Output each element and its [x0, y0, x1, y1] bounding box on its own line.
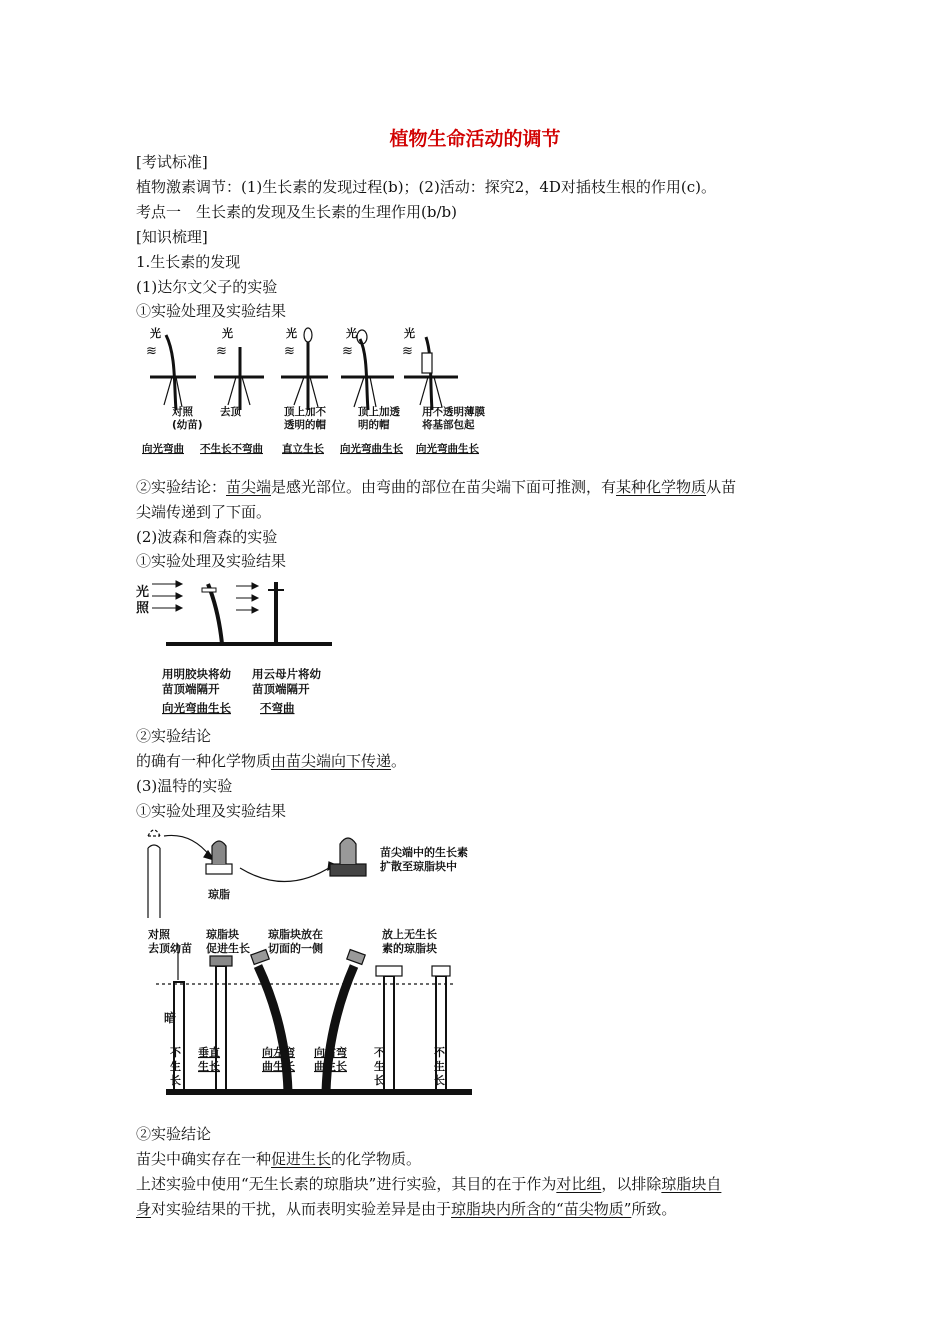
svg-text:≋: ≋ [284, 344, 295, 359]
conclusion-3 [136, 1149, 421, 1169]
fig1-result-3: 直立生长 [282, 443, 324, 455]
fig1-label-4: 顶上加透明的帽 [358, 406, 400, 431]
fig3-result-5: 不生长 [374, 1046, 385, 1087]
heading-went: (3)温特的实验 [136, 777, 233, 795]
conclusion-4-line2 [136, 1199, 676, 1219]
conclusion-4-b: ，以排除 [601, 1175, 662, 1193]
exam-point-1: 考点一 生长素的发现及生长素的生理作用(b/b) [136, 203, 457, 221]
conclusion-4 [136, 1174, 721, 1194]
svg-text:≋: ≋ [216, 344, 227, 359]
conclusion-1-blank-1: 苗尖端 [226, 478, 272, 496]
conclusion-1-a: ②实验结论： [136, 478, 227, 496]
svg-text:≋: ≋ [342, 344, 353, 359]
boysen-jensen-figure [136, 574, 356, 722]
fig1-result-1: 向光弯曲 [142, 443, 184, 455]
conclusion-2-heading: ②实验结论 [136, 727, 212, 745]
fig1-label-2: 去顶 [220, 406, 241, 418]
light-label-2: 光 [222, 327, 233, 340]
illumination-char: 照 [136, 601, 150, 616]
darwin-experiment-figure [136, 325, 496, 460]
proc-heading-3: ①实验处理及实验结果 [136, 802, 287, 820]
light-label-4: 光 [346, 327, 357, 340]
fig1-result-4: 向光弯曲生长 [340, 443, 403, 455]
section-knowledge: [知识梳理] [136, 228, 208, 246]
conclusion-1-blank-2: 某种化学物质 [616, 478, 707, 496]
fig1-label-1: 对照(幼苗) [172, 406, 203, 431]
proc-heading-1: ①实验处理及实验结果 [136, 302, 287, 320]
fig2-result-2: 不弯曲 [260, 701, 295, 715]
conclusion-4-d: 所致。 [631, 1200, 677, 1218]
conclusion-4-blank-3: 身 [136, 1200, 152, 1218]
light-label-3: 光 [286, 327, 297, 340]
fig3-top-2: 琼脂块促进生长 [206, 928, 250, 955]
conclusion-4-blank-4: 琼脂块内所含的“苗尖物质” [451, 1200, 632, 1218]
fig2-label-1: 用明胶块将幼苗顶端隔开 [162, 667, 231, 696]
conclusion-1-line2: 尖端传递到了下面。 [136, 503, 272, 521]
heading-darwin: (1)达尔文父子的实验 [136, 278, 278, 296]
page-title: 植物生命活动的调节 [389, 128, 561, 150]
conclusion-3-heading: ②实验结论 [136, 1125, 212, 1143]
fig3-top-1: 对照去顶幼苗 [148, 928, 192, 955]
conclusion-4-blank-1: 对比组 [556, 1175, 602, 1193]
conclusion-3-a: 苗尖中确实存在一种 [136, 1150, 272, 1168]
fig2-label-2: 用云母片将幼苗顶端隔开 [252, 667, 321, 696]
fig3-diffuse-label: 苗尖端中的生长素扩散至琼脂块中 [380, 846, 468, 873]
fig1-result-5: 向光弯曲生长 [416, 443, 479, 455]
conclusion-1-c: 从苗 [706, 478, 737, 496]
conclusion-3-b: 的化学物质。 [331, 1150, 422, 1168]
fig3-top-4: 放上无生长素的琼脂块 [382, 928, 437, 955]
conclusion-2-b: 。 [391, 752, 407, 770]
fig3-result-4: 向右弯曲生长 [314, 1046, 347, 1073]
agar-label: 琼脂 [208, 888, 230, 901]
heading-boysen-jensen: (2)波森和詹森的实验 [136, 528, 278, 546]
conclusion-4-a: 上述实验中使用“无生长素的琼脂块”进行实验，其目的在于作为 [136, 1175, 557, 1193]
dark-label: 暗 [164, 1011, 177, 1025]
conclusion-3-blank: 促进生长 [271, 1150, 332, 1168]
conclusion-2 [136, 751, 406, 771]
light-label-5: 光 [404, 327, 415, 340]
conclusion-4-c: 对实验结果的干扰，从而表明实验差异是由于 [151, 1200, 452, 1218]
fig3-result-2: 垂直生长 [198, 1046, 220, 1073]
svg-text:≋: ≋ [402, 344, 413, 359]
fig1-label-5: 用不透明薄膜将基部包起 [422, 406, 485, 431]
light-label-1: 光 [150, 327, 161, 340]
proc-heading-2: ①实验处理及实验结果 [136, 552, 287, 570]
fig1-result-2: 不生长不弯曲 [200, 443, 263, 455]
fig1-label-3: 顶上加不透明的帽 [284, 406, 326, 431]
section-exam-standard: [考试标准] [136, 153, 208, 171]
light-char: 光 [136, 585, 150, 600]
conclusion-2-blank: 由苗尖端向下传递 [271, 752, 392, 770]
went-experiment-figure [136, 826, 496, 1114]
fig3-result-6: 不生长 [434, 1046, 445, 1087]
standard-text: 植物激素调节：(1)生长素的发现过程(b)；(2)活动：探究2，4D对插枝生根的作用(c)。 [136, 178, 717, 196]
fig3-result-3: 向左弯曲生长 [262, 1046, 295, 1073]
fig2-result-1: 向光弯曲生长 [162, 701, 231, 715]
conclusion-4-blank-2: 琼脂块自 [661, 1175, 722, 1193]
conclusion-1-b: 是感光部位。由弯曲的部位在苗尖端下面可推测，有 [271, 478, 617, 496]
fig3-top-3: 琼脂块放在切面的一侧 [268, 928, 323, 955]
conclusion-2-a: 的确有一种化学物质 [136, 752, 272, 770]
svg-text:≋: ≋ [146, 344, 157, 359]
fig3-result-1: 不生长 [170, 1046, 181, 1087]
heading-auxin-discovery: 1.生长素的发现 [136, 253, 241, 271]
conclusion-1 [136, 477, 736, 497]
